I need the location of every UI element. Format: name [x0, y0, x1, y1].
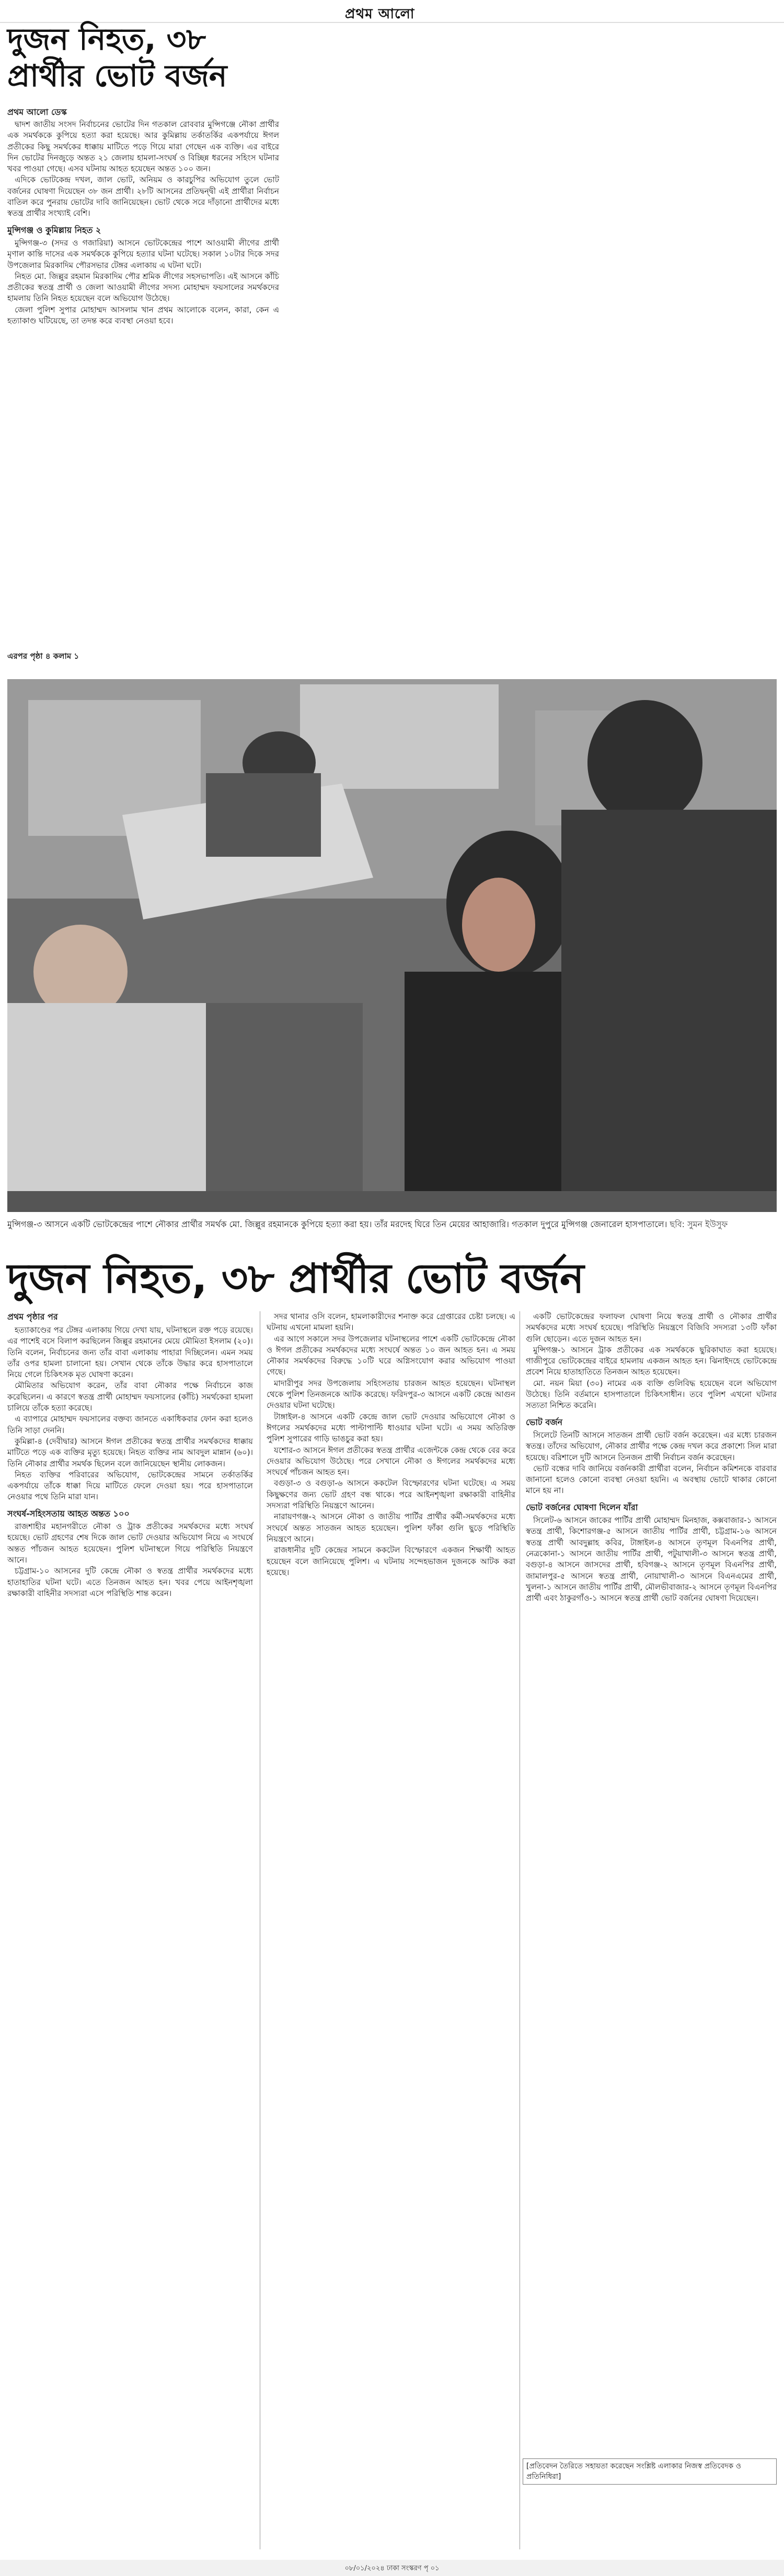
front-paragraph: মুন্সিগঞ্জ-৩ (সদর ও গজারিয়া) আসনে ভোটকেন্দ্রের পাশে আওয়ামী লীগের প্রার্থী মৃণাল কান্তি দাসের এক সমর্থককে কুপিয়ে হত্যার ঘটনা ঘটেছে। সকাল ১০টার দিকে সদর উপজেলার মিরকাদিম পৌরসভার টেঙ্গর এলাকায় এ ঘটনা ঘটে। [7, 238, 279, 270]
jump-paragraph: মৌমিতার অভিযোগ করেন, তাঁর বাবা নৌকার পক্ষে নির্বাচনে কাজ করেছিলেন। এ কারণে স্বতন্ত্র প্রার্থী মোহাম্মদ ফয়সালের (কাঁচি) সমর্থকেরা হামলা চালিয়ে তাঁকে হত্যা করেছে। [7, 1381, 253, 1413]
jump-subheading: সংঘর্ষ-সহিংসতায় আহত অন্তত ১০০ [7, 1508, 130, 1519]
jump-paragraph: এর আগে সকালে সদর উপজেলার ঘটনাস্থলের পাশে একটি ভোটকেন্দ্রে নৌকা ও ঈগল প্রতীকের সমর্থকদের মধ্যে সংঘর্ষে অন্তত ১০ জন আহত হন। এ সময় নৌকার সমর্থকদের বিরুদ্ধে ১০টি ঘরে অগ্নিসংযোগ করার অভিযোগ পাওয়া গেছে। [267, 1334, 515, 1377]
jump-paragraph: মুন্সিগঞ্জ-১ আসনে ট্রাক প্রতীকের এক সমর্থককে ছুরিকাঘাত করা হয়েছে। গাজীপুরে ভোটকেন্দ্রের বাইরে হামলায় একজন আহত হন। ঝিনাইদহে ভোটকেন্দ্রে প্রবেশ নিয়ে হাতাহাতিতে তিনজন আহত হয়েছেন। [526, 1345, 777, 1377]
jump-paragraph: একটি ভোটকেন্দ্রের ফলাফল ঘোষণা নিয়ে স্বতন্ত্র প্রার্থী ও নৌকার প্রার্থীর সমর্থকদের মধ্যে সংঘর্ষ হয়েছে। পরিস্থিতি নিয়ন্ত্রণে বিজিবি সদস্যরা ১৩টি ফাঁকা গুলি ছোড়েন। এতে দুজন আহত হন। [526, 1312, 777, 1344]
news-photo [7, 679, 777, 1212]
front-byline: প্রথম আলো ডেস্ক [7, 107, 67, 117]
jump-column-1 [7, 1325, 253, 1599]
photo-credit: ছবি: সুমন ইউসুফ [670, 1219, 728, 1229]
jump-paragraph: বগুড়া-৩ ও বগুড়া-৬ আসনে ককটেল বিস্ফোরণের ঘটনা ঘটেছে। এ সময় কিছুক্ষণের জন্য ভোট গ্রহণ বন্ধ থাকে। পরে আইনশৃঙ্খলা রক্ষাকারী বাহিনীর সদস্যরা পরিস্থিতি নিয়ন্ত্রণে আনেন। [267, 1478, 515, 1511]
jump-paragraph: রাজশাহীর মহানগরীতে নৌকা ও ট্রাক প্রতীকের সমর্থকদের মধ্যে সংঘর্ষ হয়েছে। ভোট গ্রহণের শেষ দিকে জাল ভোট দেওয়ার অভিযোগ নিয়ে এ সংঘর্ষে অন্তত পাঁচজন আহত হয়েছেন। পুলিশ ঘটনাস্থলে গিয়ে পরিস্থিতি নিয়ন্ত্রণে আনে। [7, 1522, 253, 1565]
jump-paragraph: নারায়ণগঞ্জ-২ আসনে নৌকা ও জাতীয় পার্টির প্রার্থীর কর্মী-সমর্থকদের মধ্যে সংঘর্ষে অন্তত সাতজন আহত হয়েছেন। পুলিশ ফাঁকা গুলি ছুড়ে পরিস্থিতি নিয়ন্ত্রণে আনে। [267, 1512, 515, 1544]
jump-column-2 [267, 1311, 515, 1578]
front-paragraph: দ্বাদশ জাতীয় সংসদ নির্বাচনের ভোটের দিন গতকাল রোববার মুন্সিগঞ্জে নৌকা প্রার্থীর এক সমর্থককে কুপিয়ে হত্যা করা হয়েছে। আর কুমিল্লায় তর্কাতর্কির একপর্যায়ে ঈগল প্রতীকের কিছু সমর্থকের ধাক্কায় মাটিতে পড়ে গিয়ে মারা গেছেন এক ব্যক্তি। এর বাইরে দিন ভোটের দিনজুড়ে অন্তত ২১ জেলায় হামলা-সংঘর্ষ ও বিচ্ছিন্ন ধরনের সহিংস ঘটনার খবর পাওয়া গেছে। এসব ঘটনায় আহত হয়েছেন অন্তত ১০০ জন। [7, 120, 279, 174]
front-story-body [7, 119, 279, 327]
photo-caption [7, 1218, 777, 1231]
caption-text: মুন্সিগঞ্জ-৩ আসনে একটি ভোটকেন্দ্রের পাশে নৌকার প্রার্থীর সমর্থক মো. জিল্লুর রহমানকে কুপিয়ে হত্যা করা হয়। তাঁর মরদেহ ঘিরে তিন মেয়ের আহাজারি। গতকাল দুপুরে মুন্সিগঞ্জ জেনারেল হাসপাতালে। [7, 1219, 667, 1229]
hospital-scene-image [7, 679, 777, 1212]
jump-paragraph: সিলেট-৬ আসনে জাকের পার্টির প্রার্থী মোহাম্মদ মিনহাজ, কক্সবাজার-১ আসনে স্বতন্ত্র প্রার্থী, কিশোরগঞ্জ-৫ আসনে জাতীয় পার্টির প্রার্থী, চট্টগ্রাম-১৬ আসনে স্বতন্ত্র প্রার্থী আবদুল্লাহ কবির, টাঙ্গাইল-৪ আসনে তৃণমূল বিএনপির প্রার্থী, নেত্রকোনা-১ আসনে জাতীয় পার্টির প্রার্থী, পটুয়াখালী-৩ আসনে স্বতন্ত্র প্রার্থী, বগুড়া-৪ আসনে জাসদের প্রার্থী, হবিগঞ্জ-২ আসনে তৃণমূল বিএনপির প্রার্থী, জামালপুর-৫ আসনে স্বতন্ত্র প্রার্থী, নোয়াখালী-৩ আসনে বিএনএমের প্রার্থী, খুলনা-১ আসনে জাতীয় পার্টির প্রার্থী, মৌলভীবাজার-২ আসনে তৃণমূল বিএনপির প্রার্থী এবং ঠাকুরগাঁও-১ আসনে স্বতন্ত্র প্রার্থী ভোট বর্জনের ঘোষণা দিয়েছেন। [526, 1516, 777, 1603]
jump-paragraph: ভোট বন্ধের দাবি জানিয়ে বর্জনকারী প্রার্থীরা বলেন, নির্বাচন কমিশনকে বারবার জানানো হলেও কোনো ব্যবস্থা নেওয়া হয়নি। এ অবস্থায় ভোটে থাকার কোনো মানে হয় না। [526, 1463, 777, 1496]
jump-subheading: ভোট বর্জন [526, 1417, 563, 1427]
front-paragraph: নিহত মো. জিল্লুর রহমান মিরকাদিম পৌর শ্রমিক লীগের সহসভাপতি। এই আসনে কাঁচি প্রতীকের স্বতন্ত্র প্রার্থী ও জেলা আওয়ামী লীগের সদস্য মোহাম্মদ ফয়সালের সমর্থকদের হামলায় তিনি নিহত হয়েছেন বলে অভিযোগ উঠেছে। [7, 271, 279, 304]
footer-text: ০৮/০১/২০২৪ ঢাকা সংস্করণ পৃ ০১ [344, 2565, 440, 2572]
jump-paragraph: নিহত ব্যক্তির পরিবারের অভিযোগ, ভোটকেন্দ্রের সামনে তর্কাতর্কির একপর্যায়ে তাঁকে ধাক্কা দিয়ে মাটিতে ফেলে দেওয়া হয়। পরে হাসপাতালে নেওয়ার পথে তিনি মারা যান। [7, 1470, 253, 1502]
front-headline: দুজন নিহত, ৩৮ প্রার্থীর ভোট বর্জন [7, 21, 227, 94]
jump-column-3 [526, 1311, 777, 1604]
jump-paragraph: এ ব্যাপারে মোহাম্মদ ফয়সালের বক্তব্য জানতে একাধিকবার ফোন করা হলেও তিনি সাড়া দেননি। [7, 1414, 253, 1435]
masthead [0, 0, 784, 21]
jump-paragraph: কুমিল্লা-৪ (দেবীদ্বার) আসনে ঈগল প্রতীকের স্বতন্ত্র প্রার্থীর সমর্থকদের ধাক্কায় মাটিতে পড়ে এক ব্যক্তির মৃত্যু হয়েছে। নিহত ব্যক্তির নাম আবদুল মান্নান (৬০)। তিনি নৌকার প্রার্থীর সমর্থক ছিলেন বলে জানিয়েছেন স্থানীয় লোকজন। [7, 1436, 253, 1468]
continued-note: এরপর পৃষ্ঠা ৪ কলাম ১ [7, 651, 79, 661]
jump-paragraph: যশোর-৩ আসনে ঈগল প্রতীকের স্বতন্ত্র প্রার্থীর এজেন্টকে কেন্দ্র থেকে বের করে দেওয়ার অভিযোগ উঠেছে। পরে সেখানে নৌকা ও ঈগলের সমর্থকদের মধ্যে সংঘর্ষে পাঁচজন আহত হন। [267, 1445, 515, 1477]
front-subheading: মুন্সিগঞ্জ ও কুমিল্লায় নিহত ২ [7, 225, 101, 235]
front-paragraph: এদিকে ভোটকেন্দ্র দখল, জাল ভোট, অনিয়ম ও কারচুপির অভিযোগ তুলে ভোট বর্জনের ঘোষণা দিয়েছেন ৩৮ জন প্রার্থী। ২৮টি আসনের প্রতিদ্বন্দ্বী এই প্রার্থীরা নির্বাচন বাতিল করে পুনরায় ভোটের দাবি জানিয়েছেন। ভোট থেকে সরে দাঁড়ানো প্রার্থীদের মধ্যে স্বতন্ত্র প্রার্থীর সংখ্যাই বেশি। [7, 175, 279, 218]
contributors-note: [প্রতিবেদন তৈরিতে সহায়তা করেছেন সংশ্লিষ্ট এলাকার নিজস্ব প্রতিবেদক ও প্রতিনিধিরা] [523, 2458, 777, 2485]
jump-paragraph: সদর থানার ওসি বলেন, হামলাকারীদের শনাক্ত করে গ্রেপ্তারের চেষ্টা চলছে। এ ঘটনায় এখনো মামলা হয়নি। [267, 1312, 515, 1333]
jump-subheading: ভোট বর্জনের ঘোষণা দিলেন যাঁরা [526, 1502, 638, 1512]
jump-paragraph: মো. নয়ন মিয়া (৩০) নামের এক ব্যক্তি গুলিবিদ্ধ হয়েছেন বলে অভিযোগ উঠেছে। তিনি বর্তমানে হাসপাতালে চিকিৎসাধীন। তবে পুলিশ এখনো ঘটনার সত্যতা নিশ্চিত করেনি। [526, 1378, 777, 1411]
jump-paragraph: হত্যাকাণ্ডের পর টেঙ্গর এলাকায় গিয়ে দেখা যায়, ঘটনাস্থলে রক্ত পড়ে রয়েছে। এর পাশেই বসে বিলাপ করছিলেন জিল্লুর রহমানের মেয়ে মৌমিতা ইসলাম (২০)। তিনি বলেন, নির্বাচনের জন্য তাঁর বাবা এলাকায় পাহারা দিচ্ছিলেন। এমন সময় তাঁর ওপর হামলা চালানো হয়। সেখান থেকে তাঁকে উদ্ধার করে হাসপাতালে নিয়ে গেলে চিকিৎসক মৃত ঘোষণা করেন। [7, 1325, 253, 1380]
jump-paragraph: রাজধানীর দুটি কেন্দ্রের সামনে ককটেল বিস্ফোরণে একজন শিক্ষার্থী আহত হয়েছেন বলে জানিয়েছে পুলিশ। এ ঘটনায় সন্দেহভাজন দুজনকে আটক করা হয়েছে। [267, 1545, 515, 1577]
jump-headline: দুজন নিহত, ৩৮ প্রার্থীর ভোট বর্জন [7, 1255, 584, 1302]
jump-paragraph: মাদারীপুর সদর উপজেলায় সহিংসতায় চারজন আহত হয়েছেন। ঘটনাস্থল থেকে পুলিশ তিনজনকে আটক করেছে। ফরিদপুর-৩ আসনে একটি কেন্দ্রে আগুন দেওয়ার ঘটনা ঘটেছে। [267, 1378, 515, 1411]
jump-paragraph: টাঙ্গাইল-৪ আসনে একটি কেন্দ্রে জাল ভোট দেওয়ার অভিযোগে নৌকা ও ঈগলের সমর্থকদের মধ্যে পাল্টাপাল্টি ধাওয়ার ঘটনা ঘটে। এ সময় অতিরিক্ত পুলিশ সুপারের গাড়ি ভাঙচুর করা হয়। [267, 1412, 515, 1444]
jump-paragraph: চট্টগ্রাম-১০ আসনের দুটি কেন্দ্রে নৌকা ও স্বতন্ত্র প্রার্থীর সমর্থকদের মধ্যে হাতাহাতির ঘটনা ঘটে। এতে তিনজন আহত হন। খবর পেয়ে আইনশৃঙ্খলা রক্ষাকারী বাহিনীর সদস্যরা এসে পরিস্থিতি শান্ত করেন। [7, 1566, 253, 1598]
newspaper-logo: প্রথম আলো [345, 6, 415, 22]
page-footer [0, 2560, 784, 2576]
front-paragraph: জেলা পুলিশ সুপার মোহাম্মদ আসলাম খান প্রথম আলোকে বলেন, কারা, কেন এ হত্যাকাণ্ড ঘটিয়েছে, তা তদন্ত করে ব্যবস্থা নেওয়া হবে। [7, 305, 279, 326]
jump-byline: প্রথম পৃষ্ঠার পর [7, 1312, 58, 1322]
jump-paragraph: সিলেটে তিনটি আসনে সাতজন প্রার্থী ভোট বর্জন করেছেন। এর মধ্যে চারজন স্বতন্ত্র। তাঁদের অভিযোগ, নৌকার প্রার্থীর পক্ষে কেন্দ্র দখল করে প্রকাশ্যে সিল মারা হয়েছে। বরিশালে দুটি আসনে তিনজন প্রার্থী নির্বাচন বর্জন করেছেন। [526, 1430, 777, 1462]
